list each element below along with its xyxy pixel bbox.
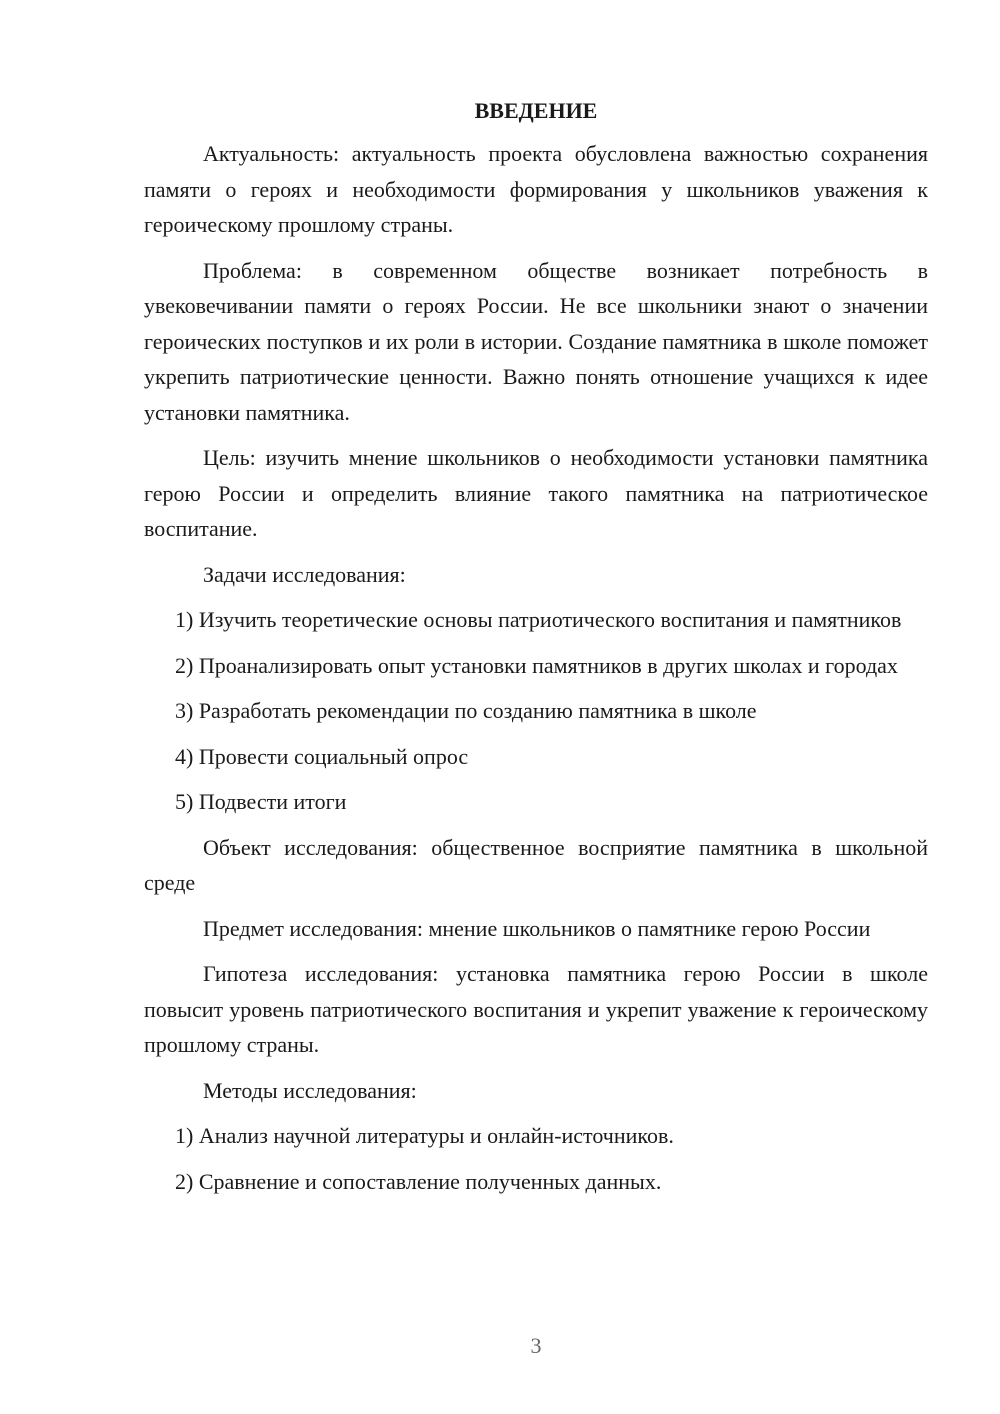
paragraph-problem: Проблема: в современном обществе возникает потребность в увековечивании памяти о героях России. Не все школьники знают о значении героических поступков и их роли в истории. Создание памятника в школе поможет укрепить патриотические ценности. Важно понять отношение учащихся к идее установки памятника. bbox=[144, 257, 928, 425]
paragraph-object: Объект исследования: общественное восприятие памятника в школьной среде bbox=[144, 834, 928, 895]
paragraph-hypothesis: Гипотеза исследования: установка памятника герою России в школе повысит уровень патриотического воспитания и укрепит уважение к героическому прошлому страны. bbox=[144, 961, 928, 1057]
task-item: 1) Изучить теоретические основы патриотического воспитания и памятников bbox=[175, 607, 902, 632]
paragraph-subject: Предмет исследования: мнение школьников о памятнике герою России bbox=[203, 915, 871, 941]
task-item: 2) Проанализировать опыт установки памятников в других школах и городах bbox=[175, 652, 898, 678]
methods-heading: Методы исследования: bbox=[203, 1077, 417, 1103]
paragraph-goal: Цель: изучить мнение школьников о необходимости установки памятника герою России и определить влияние такого памятника на патриотическое воспитание. bbox=[144, 445, 928, 541]
paragraph-relevance: Актуальность: актуальность проекта обусловлена важностью сохранения памяти о героях и необходимости формирования у школьников уважения к героическому прошлому страны. bbox=[144, 141, 928, 237]
method-item: 2) Сравнение и сопоставление полученных данных. bbox=[175, 1168, 662, 1194]
page-title: ВВЕДЕНИЕ bbox=[474, 98, 598, 123]
task-item: 4) Провести социальный опрос bbox=[175, 743, 469, 769]
page-number: 3 bbox=[530, 1333, 542, 1358]
method-item: 1) Анализ научной литературы и онлайн-источников. bbox=[175, 1123, 674, 1148]
task-item: 5) Подвести итоги bbox=[175, 789, 347, 814]
task-item: 3) Разработать рекомендации по созданию памятника в школе bbox=[175, 698, 757, 723]
page-content bbox=[144, 96, 928, 1209]
tasks-heading: Задачи исследования: bbox=[203, 561, 406, 587]
